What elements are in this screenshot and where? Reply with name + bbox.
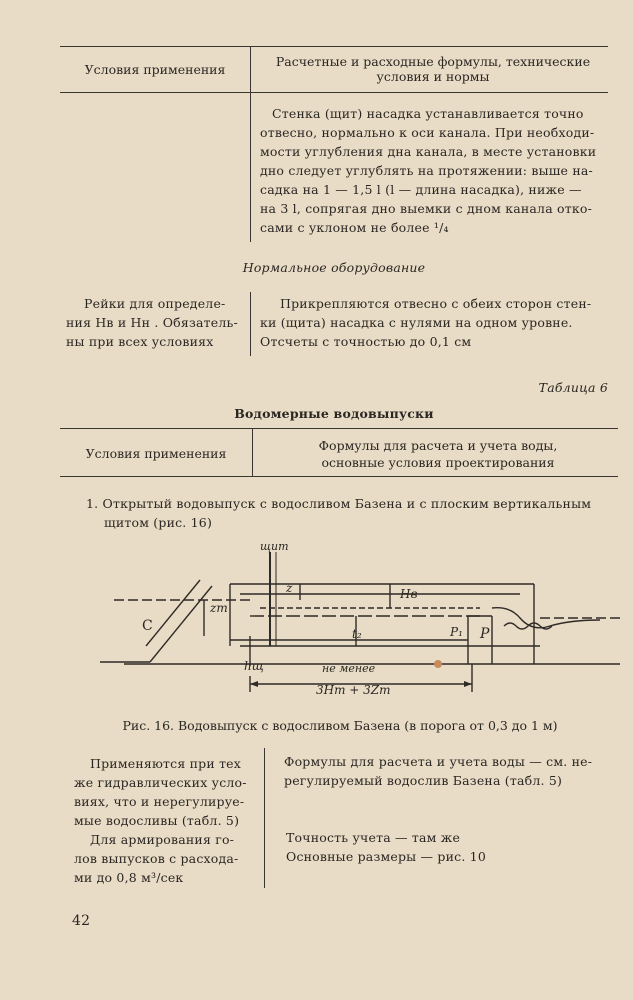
label-zm: zm [210,601,228,615]
text-line: дно следует углублять на протяжении: выше на- [260,163,593,178]
table6-header-divider [252,428,253,476]
arrow-right [464,681,472,687]
label-z: z [286,581,293,595]
label-t2: t₂ [352,627,362,641]
table6-header-rule [60,476,618,477]
text-line: Формулы для расчета и учета воды — см. не- [284,754,593,769]
label-p: P [480,626,490,642]
table6-top-rule [60,428,618,429]
table6-header-right-line1: Формулы для расчета и учета воды, [318,438,558,453]
text-line: мости углубления дна канала, в месте установки [260,144,597,159]
text-line: щитом (рис. 16) [104,515,213,530]
table1-row2-divider [250,292,251,356]
table1-header-right-line2: условия и нормы [376,69,490,84]
upstream-slope [150,586,212,662]
ink-spot [434,660,442,668]
label-p1: P₁ [450,625,463,639]
label-shchit: щит [260,540,289,553]
text-line: отвесно, нормально к оси канала. При необходи- [260,125,595,140]
text-line: Точность учета — там же [286,830,461,845]
text-line: ки (щита) насадка с нулями на одном уровне. [260,315,573,330]
table1-header-rule [60,92,608,93]
table1-header-left: Условия применения [84,62,226,77]
text-line: Применяются при тех [90,756,242,771]
label-dimension: 3Hm + 3Zm [316,683,391,697]
slope-hatch [146,580,200,646]
table6-row-divider [264,748,265,888]
text-line: регулируемый водослив Базена (табл. 5) [284,773,563,788]
downstream-waves [504,623,552,629]
table6-header-right-line2: основные условия проектирования [321,455,555,470]
text-line: Прикрепляются отвесно с обеих сторон стен- [280,296,592,311]
table1-row1-divider [250,92,251,242]
table1-header-divider [250,46,251,92]
label-ne-menee: не менее [322,662,376,675]
text-line: ны при всех условиях [66,334,214,349]
text-line: ния Hв и Hн . Обязатель- [66,315,238,330]
table6-row-left [74,754,264,887]
table1-row2-right [260,294,615,351]
text-line: Стенка (щит) насадка устанавливается точно [272,106,584,121]
table6-item1-title [86,494,626,532]
page-number: 42 [72,913,91,929]
text-line: 1. Открытый водовыпуск с водосливом Базена и с плоским вертикальным [86,496,592,511]
table6-title: Водомерные водовыпуски [234,406,434,421]
table1-row1-text [260,104,615,237]
table1-header-right-line1: Расчетные и расходные формулы, технические [275,54,591,69]
figure-16-caption: Рис. 16. Водовыпуск с водосливом Базена (в порога от 0,3 до 1 м) [122,718,558,733]
label-c: С [142,618,153,634]
table6-label: Таблица 6 [538,380,608,395]
table1-top-rule [60,46,608,47]
label-hshch: hщ [244,659,264,673]
text-line: Рейки для определе- [84,296,226,311]
table6-row-right [284,752,624,790]
table6-header-left: Условия применения [85,446,227,461]
arrow-left [250,681,258,687]
text-line: мые водосливы (табл. 5) [74,813,240,828]
text-line: на 3 l, сопрягая дно выемки с дном канала отко- [260,201,593,216]
text-line: Основные размеры — рис. 10 [286,849,486,864]
figure-16-diagram [100,536,620,708]
text-line: ми до 0,8 м³/сек [74,870,184,885]
text-line: Для армирования го- [90,832,235,847]
text-line: же гидравлических усло- [74,775,247,790]
text-line: Отсчеты с точностью до 0,1 см [260,334,472,349]
table6-row-right-2 [286,828,626,866]
text-line: сами с уклоном не более ¹/₄ [260,220,449,235]
table1-row2-left [66,294,250,351]
text-line: виях, что и нерегулируе- [74,794,245,809]
text-line: садка на 1 — 1,5 l (l — длина насадка), ниже — [260,182,582,197]
text-line: лов выпусков с расхода- [74,851,239,866]
label-hv: Hв [400,587,418,601]
section-title-normal-equipment: Нормальное оборудование [242,260,426,275]
